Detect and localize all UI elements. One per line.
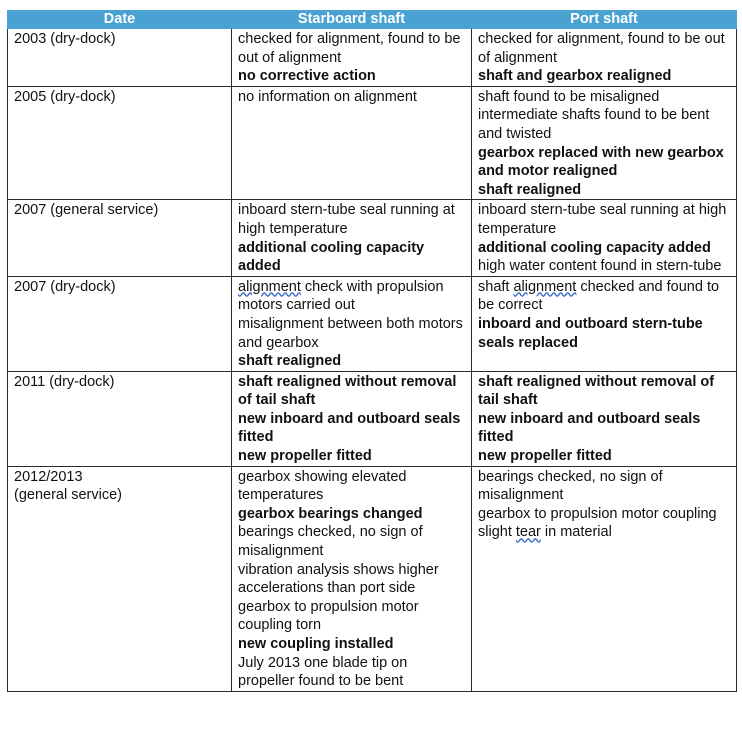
date-text: 2007 (general service) — [14, 202, 159, 219]
action-text: new propeller fitted — [478, 448, 612, 465]
starboard-shaft-cell — [232, 276, 472, 371]
date-text: 2005 (dry-dock) — [14, 88, 116, 105]
header-starboard-shaft: Starboard shaft — [232, 11, 472, 29]
action-text: shaft and gearbox realigned — [478, 68, 672, 85]
starboard-shaft-cell — [232, 371, 472, 466]
spellcheck-mark: tear — [515, 524, 541, 541]
header-row — [8, 11, 737, 29]
observation-text: bearings checked, no sign of misalignment — [478, 468, 663, 504]
action-text: additional cooling capacity added — [238, 239, 425, 275]
observation-text: vibration analysis shows higher accelerations than port side — [238, 561, 439, 597]
table-row — [8, 200, 737, 276]
action-text: shaft realigned without removal of tail shaft — [238, 373, 457, 409]
observation-text: checked for alignment, found to be out of alignment — [238, 31, 461, 66]
date-cell — [8, 29, 232, 87]
table-row — [8, 466, 737, 691]
observation-text: gearbox to propulsion motor coupling torn — [238, 598, 419, 634]
observation-text: shaft found to be misaligned — [478, 88, 660, 105]
observation-text: misalignment between both motors and gearbox — [238, 315, 463, 351]
port-shaft-cell — [472, 371, 737, 466]
port-shaft-cell — [472, 200, 737, 276]
port-shaft-cell — [472, 86, 737, 200]
date-text: 2003 (dry-dock) — [14, 31, 116, 47]
date-text: 2012/2013 — [14, 468, 83, 485]
observation-text: alignment check with propulsion motors carried out — [238, 278, 444, 314]
table-row — [8, 29, 737, 87]
action-text: shaft realigned — [238, 353, 342, 370]
observation-text: shaft alignment checked and found to be correct — [478, 278, 720, 314]
action-text: new coupling installed — [238, 636, 394, 652]
shaft-maintenance-table — [7, 10, 737, 692]
table-row — [8, 276, 737, 371]
action-text: gearbox replaced with new gearbox and motor realigned — [478, 144, 724, 180]
port-shaft-cell — [472, 276, 737, 371]
table-row — [8, 371, 737, 466]
starboard-shaft-cell — [232, 29, 472, 87]
date-cell — [8, 371, 232, 466]
date-cell — [8, 200, 232, 276]
action-text: new inboard and outboard seals fitted — [238, 410, 461, 446]
table-row — [8, 86, 737, 200]
observation-text: high water content found in stern-tube — [478, 258, 722, 275]
action-text: shaft realigned — [478, 181, 582, 198]
header-port-shaft: Port shaft — [472, 11, 737, 29]
starboard-shaft-cell — [232, 200, 472, 276]
observation-text: gearbox showing elevated temperatures — [238, 468, 407, 504]
action-text: inboard and outboard stern-tube seals replaced — [478, 315, 703, 351]
action-text: new propeller fitted — [238, 448, 372, 465]
port-shaft-cell — [472, 29, 737, 87]
date-cell — [8, 466, 232, 691]
action-text: additional cooling capacity added — [478, 239, 711, 256]
starboard-shaft-cell — [232, 86, 472, 200]
action-text: shaft realigned without removal of tail shaft — [478, 373, 715, 409]
action-text: new inboard and outboard seals fitted — [478, 410, 701, 446]
date-cell — [8, 276, 232, 371]
date-text: 2007 (dry-dock) — [14, 278, 116, 295]
observation-text: no information on alignment — [238, 88, 417, 105]
date-text: 2011 (dry-dock) — [14, 373, 115, 390]
port-shaft-cell — [472, 466, 737, 691]
starboard-shaft-cell — [232, 466, 472, 691]
observation-text: inboard stern-tube seal running at high temperature — [478, 202, 727, 237]
observation-text: July 2013 one blade tip on propeller found to be bent — [238, 654, 408, 690]
date-text: (general service) — [14, 487, 122, 504]
spellcheck-mark: alignment — [513, 278, 577, 295]
action-text: gearbox bearings changed — [238, 505, 423, 522]
header-date: Date — [8, 11, 232, 29]
observation-text: checked for alignment, found to be out of alignment — [478, 31, 725, 66]
spellcheck-mark: alignment — [238, 278, 301, 295]
observation-text: gearbox to propulsion motor coupling slight tear in material — [478, 505, 717, 541]
date-cell — [8, 86, 232, 200]
observation-text: bearings checked, no sign of misalignment — [238, 524, 423, 560]
observation-text: inboard stern-tube seal running at high temperature — [238, 202, 455, 237]
action-text: no corrective action — [238, 68, 376, 85]
observation-text: intermediate shafts found to be bent and twisted — [478, 107, 710, 142]
